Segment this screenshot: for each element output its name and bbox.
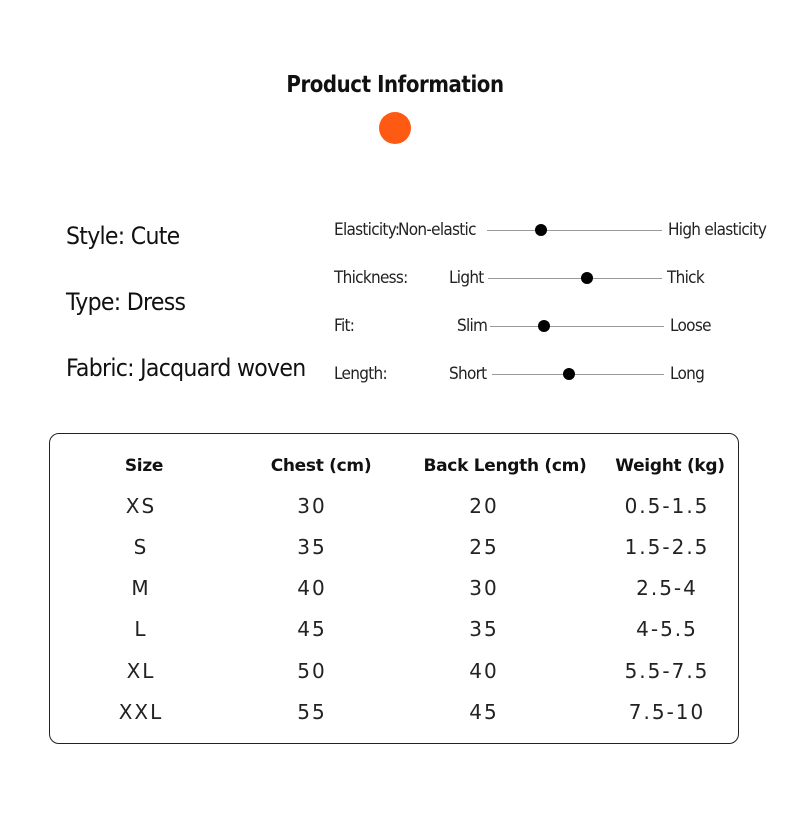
- column-header-chest: Chest (cm): [270, 456, 372, 476]
- scale-track: [487, 230, 662, 231]
- cell-back-length: 25: [469, 535, 499, 559]
- accent-dot: [379, 112, 411, 144]
- cell-size: M: [131, 576, 151, 600]
- cell-chest: 45: [297, 617, 327, 641]
- scale-knob: [538, 320, 550, 332]
- cell-chest: 30: [297, 494, 327, 518]
- scale-right-value: Loose: [670, 316, 711, 336]
- cell-size: XS: [125, 494, 157, 518]
- cell-back-length: 30: [469, 576, 499, 600]
- column-header-size: Size: [124, 456, 164, 476]
- cell-weight: 0.5-1.5: [624, 494, 710, 518]
- scale-label: Length:: [334, 364, 387, 384]
- scale-label: Elasticity:: [334, 220, 400, 240]
- scale-left-value: Slim: [457, 316, 488, 336]
- cell-weight: 4-5.5: [636, 617, 698, 641]
- cell-size: XXL: [118, 700, 164, 724]
- cell-size: XL: [126, 659, 156, 683]
- cell-back-length: 40: [469, 659, 499, 683]
- scale-right-value: Thick: [667, 268, 704, 288]
- scale-knob: [563, 368, 575, 380]
- cell-weight: 7.5-10: [628, 700, 706, 724]
- attribute-fabric: Fabric: Jacquard woven: [66, 354, 306, 382]
- column-header-back-length: Back Length (cm): [423, 456, 587, 476]
- scale-right-value: Long: [670, 364, 705, 384]
- attribute-style: Style: Cute: [66, 222, 180, 250]
- scale-knob: [581, 272, 593, 284]
- cell-chest: 35: [297, 535, 327, 559]
- scale-label: Fit:: [334, 316, 355, 336]
- cell-weight: 1.5-2.5: [624, 535, 710, 559]
- cell-chest: 50: [297, 659, 327, 683]
- scale-track: [490, 326, 664, 327]
- column-header-weight: Weight (kg): [615, 456, 725, 476]
- cell-size: L: [134, 617, 148, 641]
- cell-chest: 55: [297, 700, 327, 724]
- scale-left-value: Non-elastic: [398, 220, 476, 240]
- scale-knob: [535, 224, 547, 236]
- scale-track: [492, 374, 664, 375]
- cell-weight: 5.5-7.5: [624, 659, 710, 683]
- page-title: Product Information: [286, 72, 504, 98]
- cell-back-length: 35: [469, 617, 499, 641]
- scale-left-value: Short: [449, 364, 487, 384]
- cell-back-length: 20: [469, 494, 499, 518]
- cell-weight: 2.5-4: [636, 576, 698, 600]
- cell-size: S: [133, 535, 149, 559]
- attribute-type: Type: Dress: [66, 288, 186, 316]
- cell-chest: 40: [297, 576, 327, 600]
- cell-back-length: 45: [469, 700, 499, 724]
- scale-label: Thickness:: [334, 268, 408, 288]
- scale-track: [488, 278, 662, 279]
- scale-left-value: Light: [449, 268, 484, 288]
- scale-right-value: High elasticity: [668, 220, 767, 240]
